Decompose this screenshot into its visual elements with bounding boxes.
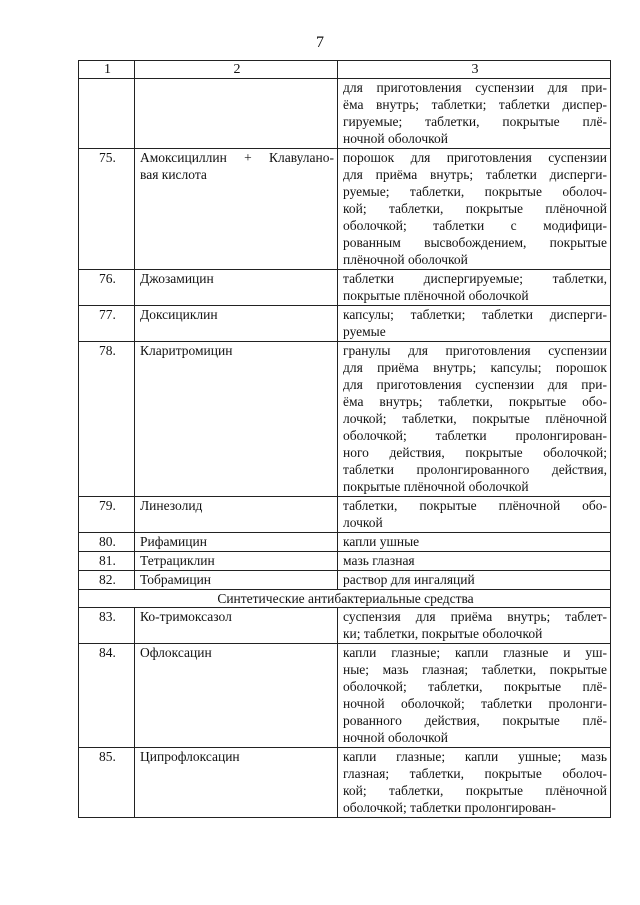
dosage-form-line: руемые [343,324,386,339]
drug-name-line: Доксициклин [140,307,218,322]
dosage-form-line: для приёма внутрь; таблетки дисперги- [343,167,607,182]
row-number: 85. [79,748,135,818]
page-number: 7 [316,34,324,51]
dosage-form-line: капли глазные; капли ушные; мазь [343,749,607,764]
dosage-form-cell [338,571,611,590]
table-row [79,497,611,533]
dosage-form-line: ки; таблетки, покрытые оболочкой [343,626,543,641]
drug-name-line: Тетрациклин [140,553,215,568]
row-number: 76. [79,270,135,306]
drug-name-cell [135,533,338,552]
dosage-form-line: глазная; таблетки, покрытые оболоч- [343,766,607,781]
dosage-form-line: ночной оболочкой; таблетки пролонги- [343,696,607,711]
row-number: 75. [79,149,135,270]
dosage-form-line: покрытые плёночной оболочкой [343,288,529,303]
table-row [79,79,611,149]
row-number: 83. [79,608,135,644]
section-title: Синтетические антибактериальные средства [79,590,611,608]
dosage-form-line: рованного действия, покрытые плё- [343,713,607,728]
dosage-form-line: таблетки, покрытые плёночной обо- [343,498,607,513]
dosage-form-line: для приготовления суспензии для при- [343,377,607,392]
dosage-form-line: плёночной оболочкой [343,252,468,267]
drug-name-line: Амоксициллин + Клавулано- [140,150,334,165]
row-number: 82. [79,571,135,590]
dosage-form-line: лочкой [343,515,383,530]
table-row [79,306,611,342]
dosage-form-line: оболочкой; таблетки с модифици- [343,218,607,233]
dosage-form-line: ночной оболочкой [343,730,448,745]
dosage-form-line: таблетки пролонгированного действия, [343,462,607,477]
drug-name-cell [135,270,338,306]
dosage-form-line: оболочкой; таблетки, покрытые плё- [343,679,607,694]
dosage-form-line: кой; таблетки, покрытые плёночной [343,783,607,798]
dosage-form-line: руемые; таблетки, покрытые оболоч- [343,184,607,199]
row-number: 80. [79,533,135,552]
drug-name-cell [135,571,338,590]
dosage-form-line: ночной оболочкой [343,131,448,146]
row-number: 78. [79,342,135,497]
dosage-form-cell [338,497,611,533]
dosage-form-cell [338,552,611,571]
dosage-form-cell [338,79,611,149]
dosage-form-line: порошок для приготовления суспензии [343,150,607,165]
table-row [79,748,611,818]
table-row [79,571,611,590]
drug-name-line: Кларитромицин [140,343,233,358]
table-row [79,270,611,306]
drug-name-cell [135,497,338,533]
dosage-form-line: капсулы; таблетки; таблетки дисперги- [343,307,607,322]
table-row [79,644,611,748]
row-number: 77. [79,306,135,342]
dosage-form-line: капли ушные [343,534,420,549]
drug-name-cell [135,149,338,270]
dosage-form-cell [338,533,611,552]
dosage-form-line: ёма внутрь; таблетки, покрытые обо- [343,394,607,409]
column-header-number: 1 [79,61,135,79]
drug-name-cell [135,79,338,149]
dosage-form-cell [338,748,611,818]
table-row [79,533,611,552]
dosage-form-line: для приготовления суспензии для при- [343,80,607,95]
dosage-form-cell [338,644,611,748]
drug-name-line: Офлоксацин [140,645,212,660]
drug-name-line: вая кислота [140,167,207,182]
table-header-row [79,61,611,79]
dosage-form-line: оболочкой; таблетки пролонгирован- [343,800,556,815]
dosage-form-cell [338,306,611,342]
drug-table [78,60,611,818]
dosage-form-line: рованным высвобождением, покрытые [343,235,607,250]
table-row [79,149,611,270]
row-number: 79. [79,497,135,533]
dosage-form-line: кой; таблетки, покрытые плёночной [343,201,607,216]
dosage-form-cell [338,149,611,270]
drug-name-line: Ко-тримоксазол [140,609,232,624]
table-row [79,342,611,497]
drug-name-cell [135,552,338,571]
dosage-form-line: ного действия, покрытые оболочкой; [343,445,607,460]
dosage-form-line: гируемые; таблетки, покрытые плё- [343,114,607,129]
drug-table-body [79,61,611,818]
dosage-form-line: суспензия для приёма внутрь; таблет- [343,609,607,624]
column-header-name: 2 [135,61,338,79]
drug-name-cell [135,644,338,748]
table-row [79,608,611,644]
dosage-form-line: покрытые плёночной оболочкой [343,479,529,494]
column-header-form: 3 [338,61,611,79]
dosage-form-line: раствор для ингаляций [343,572,475,587]
table-row [79,552,611,571]
row-number [79,79,135,149]
dosage-form-line: таблетки диспергируемые; таблетки, [343,271,607,286]
row-number: 81. [79,552,135,571]
drug-name-line: Линезолид [140,498,203,513]
dosage-form-line: для приёма внутрь; капсулы; порошок [343,360,607,375]
dosage-form-line: ные; мазь глазная; таблетки, покрытые [343,662,607,677]
dosage-form-line: оболочкой; таблетки пролонгирован- [343,428,607,443]
drug-name-line: Рифамицин [140,534,207,549]
drug-name-cell [135,342,338,497]
dosage-form-line: лочкой; таблетки, покрытые плёночной [343,411,607,426]
row-number: 84. [79,644,135,748]
dosage-form-cell [338,270,611,306]
section-row [79,590,611,608]
dosage-form-line: капли глазные; капли глазные и уш- [343,645,607,660]
dosage-form-line: ёма внутрь; таблетки; таблетки диспер- [343,97,607,112]
drug-name-cell [135,748,338,818]
drug-name-line: Ципрофлоксацин [140,749,240,764]
dosage-form-line: гранулы для приготовления суспензии [343,343,607,358]
dosage-form-line: мазь глазная [343,553,415,568]
drug-name-line: Джозамицин [140,271,214,286]
dosage-form-cell [338,342,611,497]
drug-name-cell [135,608,338,644]
dosage-form-cell [338,608,611,644]
drug-name-cell [135,306,338,342]
drug-name-line: Тобрамицин [140,572,212,587]
